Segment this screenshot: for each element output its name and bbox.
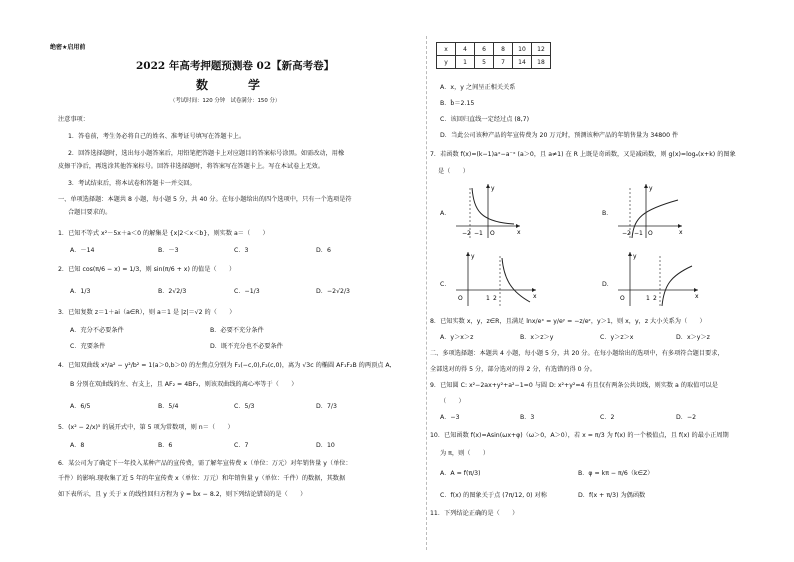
table-cell: 8 (494, 43, 513, 56)
section-1-a: 一、单项选择题：本题共 8 小题，每小题 5 分，共 40 分。在每小题给出的四个选项中，只有一个选项是符 (58, 196, 352, 203)
exam-page (50, 36, 744, 550)
table-cell: 5 (475, 56, 494, 69)
q6-option-a: A．x，y 之间呈正相关关系 (440, 84, 516, 91)
notice-3: 3．考试结束后，将本试卷和答题卡一并交回。 (68, 180, 196, 187)
graph-a (454, 182, 524, 240)
question-9: 9．已知圆 C: x²−2ax+y²+a²−1=0 与圆 D: x²+y²=4 有且仅有两条公共切线，则实数 a 的取值可以是 (430, 382, 718, 389)
graph-d-y: y (633, 253, 637, 260)
graph-d-label: D． (602, 281, 613, 288)
table-cell: 12 (532, 43, 551, 56)
notice-title: 注意事项： (58, 116, 89, 123)
graph-b-y: y (649, 185, 653, 192)
q6-option-b: B．b̂＝2.15 (440, 100, 475, 107)
q4-option-d: D．7/3 (316, 403, 337, 410)
graph-a-origin: O (490, 230, 495, 237)
graph-d (616, 250, 702, 308)
confidential-tag: 绝密★启用前 (50, 44, 86, 51)
graph-c-tick-1: 1 (486, 295, 490, 302)
q2-option-d: D．−2√2/3 (316, 288, 350, 295)
q8-option-a: A．y＞x＞z (440, 334, 474, 341)
table-cell: 18 (532, 56, 551, 69)
q3-option-d: D．既不充分也不必要条件 (210, 343, 283, 350)
graph-c (454, 250, 540, 308)
graph-a-x: x (517, 229, 521, 236)
question-6a: 6．某公司为了确定下一年投入某种产品的宣传费，需了解年宣传费 x（单位：万元）对年销售量 y（单位： (58, 460, 352, 467)
table-cell: y (437, 56, 456, 69)
question-7a: 7．若函数 f(x)=(k−1)aˣ−a⁻ˣ (a＞0，且 a≠1) 在 R 上既是奇函数，又是减函数，则 g(x)=logₐ(x+k) 的图象 (430, 151, 736, 158)
q4-option-a: A．6/5 (70, 403, 91, 410)
q5-option-c: C．7 (234, 442, 249, 449)
table-cell: 14 (513, 56, 532, 69)
q1-option-a: A．－14 (70, 247, 95, 254)
exam-meta: （考试时间：120 分钟 试卷满分：150 分） (170, 98, 281, 104)
q9-option-b: B．3 (520, 414, 535, 421)
q3-option-a: A．充分不必要条件 (70, 327, 124, 334)
q2-option-b: B．2√2/3 (158, 288, 187, 295)
notice-1: 1．答卷前，考生务必将自己的姓名、准考证号填写在答题卡上。 (68, 133, 246, 140)
q1-option-d: D．6 (316, 247, 331, 254)
graph-a-tick-m1: −1 (474, 230, 483, 237)
table-cell: 4 (456, 43, 475, 56)
q5-option-d: D．10 (316, 442, 335, 449)
graph-b (616, 182, 686, 240)
graph-d-x: x (695, 293, 699, 300)
question-6c: 如下表所示，且 y 关于 x 的线性回归方程为 ŷ = b̂x − 8.2，则下列结论错误的是（ ） (58, 491, 307, 498)
question-4a: 4．已知双曲线 x²/a² − y²/b² = 1(a＞0,b＞0) 的左焦点分别为 F₁(−c,0),F₂(c,0)，离为 √3c 的椭圆 AF₁F₂B 的两顶点 A, (58, 362, 392, 369)
q9-option-a: A．−3 (440, 414, 460, 421)
graph-c-y: y (471, 253, 475, 260)
section-1-b: 合题目要求的。 (68, 209, 112, 216)
graph-b-origin: O (648, 230, 653, 237)
question-10b: 为 π，则（ ） (440, 450, 490, 457)
graph-c-origin: O (458, 295, 463, 302)
column-divider (426, 36, 427, 550)
graph-d-tick-2: 2 (653, 295, 657, 302)
graph-b-label: B． (602, 210, 613, 217)
q8-option-d: D．x＞y＞z (676, 334, 710, 341)
q10-option-a: A．A = f(π/3) (440, 470, 481, 477)
graph-c-tick-2: 2 (493, 295, 497, 302)
q8-option-c: C．y＞z＞x (600, 334, 634, 341)
section-2-a: 二、多项选择题：本题共 4 小题，每小题 5 分，共 20 分。在每小题给出的选项中，有多项符合题目要求， (430, 350, 724, 357)
graph-d-origin: O (620, 295, 625, 302)
graph-a-tick-m2: −2 (462, 230, 471, 237)
graph-d-tick-1: 1 (646, 295, 650, 302)
graph-b-x: x (679, 229, 683, 236)
graph-c-label: C． (440, 281, 451, 288)
exam-title: 2022 年高考押题预测卷 02【新高考卷】 (136, 60, 335, 72)
section-2-b: 全部选对的得 5 分，部分选对的得 2 分，有选错的得 0 分。 (430, 366, 596, 373)
question-7b: 是（ ） (438, 168, 469, 175)
question-3: 3．已知复数 z＝1＋ai（a∈R），则 a＝1 是 |z|＝√2 的（ ） (58, 309, 236, 316)
question-2: 2．已知 cos(π/6 − x) = 1/3，则 sin(π/6 + x) 的值是（ ） (58, 266, 236, 273)
table-row (437, 43, 551, 56)
graph-a-y: y (491, 185, 495, 192)
q3-option-c: C．充要条件 (70, 343, 106, 350)
question-6b: 千件）的影响.现收集了近 5 年的年宣传费 x（单位：万元）和年销售量 y（单位：千件）的数据，其数据 (58, 475, 346, 482)
q8-option-b: B．x＞z＞y (520, 334, 554, 341)
q5-option-b: B．6 (158, 442, 173, 449)
q10-option-d: D．f(x + π/3) 为偶函数 (578, 492, 646, 499)
graph-a-label: A． (440, 210, 451, 217)
q4-option-b: B．5/4 (158, 403, 179, 410)
q6-option-c: C．该回归直线一定经过点 (8,7) (440, 116, 530, 123)
question-1: 1．已知不等式 x²－5x＋a＜0 的解集是 {x|2＜x＜b}，则实数 a＝（ ） (58, 230, 269, 237)
q5-option-a: A．8 (70, 442, 85, 449)
table-cell: x (437, 43, 456, 56)
table-cell: 7 (494, 56, 513, 69)
q6-option-d: D．当此公司该种产品的年宣传费为 20 万元时，预测该种产品的年销售量为 34800 件 (440, 132, 679, 139)
question-11: 11．下列结论正确的是（ ） (430, 510, 519, 517)
question-4b: B 分别在双曲线的左、右支上，且 AF₂ = 4BF₂，则该双曲线的离心率等于（ ） (70, 381, 298, 388)
subject-title: 数 学 (196, 78, 275, 92)
q1-option-c: C．3 (234, 247, 249, 254)
notice-2a: 2．回答选择题时，选出每小题答案后，用铅笔把答题卡上对应题目的答案标号涂黑。如需改动，用橡 (68, 150, 345, 157)
q3-option-b: B．必要不充分条件 (210, 327, 264, 334)
table-cell: 1 (456, 56, 475, 69)
table-cell: 6 (475, 43, 494, 56)
q9-option-c: C．2 (600, 414, 615, 421)
table-cell: 10 (513, 43, 532, 56)
graph-b-tick-m2: −2 (622, 230, 631, 237)
question-5: 5．(x² − 2/x)⁵ 的展开式中，第 5 项为常数项，则 n＝（ ） (58, 424, 234, 431)
graph-c-x: x (533, 293, 537, 300)
table-row (437, 56, 551, 69)
notice-2b: 皮擦干净后，再选涂其他答案标号。回答非选择题时，将答案写在答题卡上。写在本试卷上无效。 (58, 163, 325, 170)
question-10a: 10．已知函数 f(x)=Asin(ωx+φ)（ω＞0，A＞0），若 x = π/3 为 f(x) 的一个极值点，且 f(x) 的最小正周期 (430, 432, 729, 439)
question-8: 8．已知实数 x，y，z∈R，且满足 lnx/eˣ = y/eʸ = −z/eᶻ，y＞1，则 x，y，z 大小关系为（ ） (430, 318, 706, 325)
q1-option-b: B．－3 (158, 247, 179, 254)
q2-option-a: A．1/3 (70, 288, 91, 295)
question-9-paren: （ ） (440, 398, 465, 405)
q9-option-d: D．−2 (676, 414, 697, 421)
q10-option-b: B．φ = kπ − π/6（k∈Z） (578, 470, 654, 477)
q4-option-c: C．5/3 (234, 403, 255, 410)
graph-b-tick-m1: −1 (634, 230, 643, 237)
q2-option-c: C．−1/3 (234, 288, 260, 295)
q6-data-table (436, 42, 551, 69)
q10-option-c: C．f(x) 的图象关于点 (7π/12, 0) 对称 (440, 492, 547, 499)
